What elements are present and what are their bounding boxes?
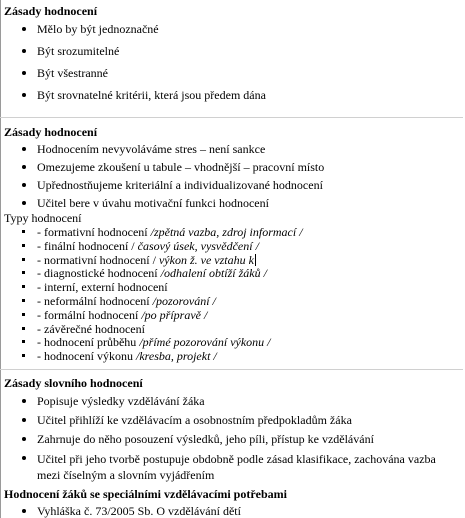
bullet-icon — [22, 509, 26, 513]
bullet-icon — [22, 313, 25, 316]
bullet-icon — [22, 327, 25, 330]
bullet-icon — [22, 340, 25, 343]
list-item: Být srovnatelné kritérii, která jsou předem dána — [0, 88, 463, 110]
list-item: Popisuje výsledky vzdělávání žáka — [0, 394, 463, 413]
list-item: Mělo by být jednoznačné — [0, 22, 463, 44]
bullet-icon — [22, 71, 26, 75]
bullet-icon — [22, 418, 26, 422]
bullet-icon — [22, 183, 26, 187]
bullet-icon — [22, 437, 26, 441]
list-item: Vyhláška č. 73/2005 Sb. O vzdělávání dětí — [0, 504, 463, 518]
bullet-icon — [22, 299, 25, 302]
section-1-list — [0, 22, 463, 110]
bullet-icon — [22, 354, 25, 357]
bullet-icon — [22, 201, 26, 205]
section-divider — [0, 369, 463, 370]
text-cursor — [255, 254, 256, 266]
bullet-icon — [22, 147, 26, 151]
list-item: Omezujeme zkoušení u tabule – vhodnější – pracovní místo — [0, 160, 463, 178]
bullet-icon — [22, 165, 26, 169]
bullet-icon — [22, 244, 25, 247]
list-item: Upřednostňujeme kriteriální a individualizované hodnocení — [0, 178, 463, 196]
list-item: Být všestranné — [0, 66, 463, 88]
list-item: - normativní hodnocení / výkon ž. ve vztahu k — [0, 253, 463, 267]
list-item: Být srozumitelné — [0, 44, 463, 66]
list-item: Učitel bere v úvahu motivační funkci hodnocení — [0, 196, 463, 214]
list-item: Učitel přihlíží ke vzdělávacím a osobnostním předpokladům žáka — [0, 413, 463, 432]
list-item: - finální hodnocení / časový úsek, vysvědčení / — [0, 239, 463, 253]
section-heading-2: Zásady hodnocení — [4, 125, 98, 139]
section-2-list — [0, 142, 463, 214]
list-item: - hodnocení průběhu /přímé pozorování výkonu / — [0, 335, 463, 349]
list-item: Zahrnuje do něho posouzení výsledků, jeho píli, přístup ke vzdělávání — [0, 432, 463, 451]
section-4-list — [0, 394, 463, 487]
bullet-icon — [22, 49, 26, 53]
section-divider — [0, 117, 463, 118]
section-heading-4: Zásady slovního hodnocení — [4, 376, 143, 390]
bullet-icon — [22, 456, 26, 460]
section-heading-1: Zásady hodnocení — [4, 4, 98, 18]
section-heading-3: Typy hodnocení — [4, 211, 82, 225]
bullet-icon — [22, 285, 25, 288]
bullet-icon — [22, 230, 25, 233]
list-item: - neformální hodnocení /pozorování / — [0, 294, 463, 308]
list-item: Učitel při jeho tvorbě postupuje obdobně podle zásad klasifikace, zachována vazba mezi číselným a slovním vyjádřením — [0, 451, 463, 487]
list-item: - formativní hodnocení /zpětná vazba, zdroj informací / — [0, 225, 463, 239]
list-item: - závěrečné hodnocení — [0, 322, 463, 336]
bullet-icon — [22, 258, 25, 261]
list-item: - hodnocení výkonu /kresba, projekt / — [0, 349, 463, 363]
section-3-list — [0, 225, 463, 363]
section-heading-5: Hodnocení žáků se speciálními vzdělávacími potřebami — [4, 487, 287, 501]
bullet-icon — [22, 27, 26, 31]
bullet-icon — [22, 399, 26, 403]
bullet-icon — [22, 93, 26, 97]
list-item: - diagnostické hodnocení /odhalení obtíží žáků / — [0, 266, 463, 280]
bullet-icon — [22, 271, 25, 274]
section-5-list — [0, 504, 463, 518]
list-item: - interní, externí hodnocení — [0, 280, 463, 294]
list-item: Hodnocením nevyvoláváme stres – není sankce — [0, 142, 463, 160]
list-item: - formální hodnocení /po přípravě / — [0, 308, 463, 322]
